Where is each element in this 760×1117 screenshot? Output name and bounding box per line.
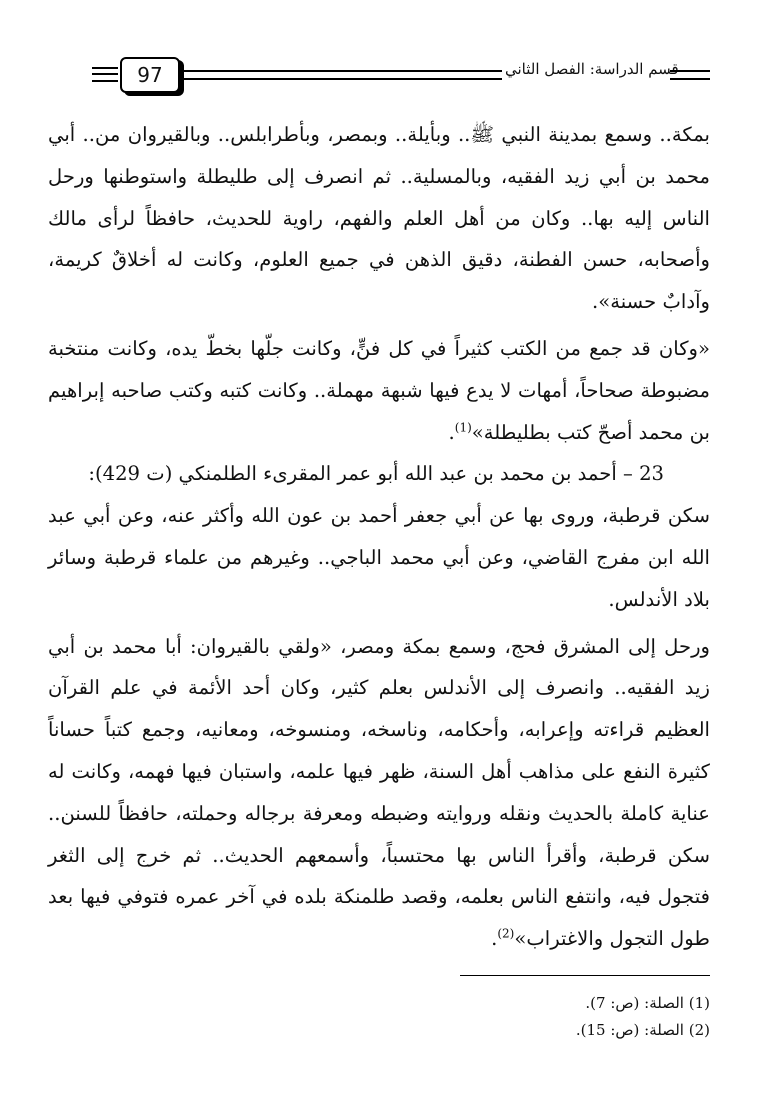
footnote-ref-1: (1)	[454, 420, 472, 435]
paragraph-1: بمكة.. وسمع بمدينة النبي ﷺ.. وبأيلة.. وبمصر، وبأطرابلس.. وبالقيروان من.. أبي محمد بن أبي زيد الفقيه، وبالمسلية.. ثم انصرف إلى طليطلة واستوطنها ورحل الناس إليه بها.. وكان من أهل العلم والفهم، راوية للحديث، حافظاً لرأى مالك وأصحابه، حسن الفطنة، دقيق الذهن في جميع العلوم، وكانت له أخلاقٌ كريمة، وآدابٌ حسنة».	[48, 123, 710, 314]
paragraph-2-text: «وكان قد جمع من الكتب كثيراً في كل فنٍّ، وكانت جلّها بخطّ يده، وكانت منتخبة مضبوطة صحاحاً، أمهات لا يدع فيها شبهة مهملة.. وكانت كتبه وكتب صاحبه إبراهيم بن محمد أصحّ كتب بطليطلة»	[48, 336, 710, 444]
footnote-2: (2) الصلة: (ص: 15).	[575, 1021, 710, 1039]
main-text	[48, 114, 710, 960]
paragraph-4: ورحل إلى المشرق فحج، وسمع بمكة ومصر، «ولقي بالقيروان: أبا محمد بن أبي زيد الفقيه.. وانصرف إلى الأندلس بعلم كثير، وكان أحد الأئمة في علم القرآن العظيم قراءته وإعرابه، وأحكامه، وناسخه، ومنسوخه، ومعانيه، وجمع كتباً حساناً كثيرة النفع على مذاهب أهل السنة، ظهر فيها علمه، واستبان فيها فهمه، وكانت له عناية كاملة بالحديث ونقله وروايته وضبطه ومعرفة برجاله وحملته، حافظاً للسنن.. سكن قرطبة، وأقرأ الناس بها محتسباً، وأسمعهم الحديث.. ثم خرج إلى الثغر فتجول فيه، وانتفع الناس بعلمه، وقصد طلمنكة بلده في آخر عمره فتوفي فيها بعد طول التجول والاغتراب»$^{(2)}$.	[48, 634, 710, 951]
paragraph-3: سكن قرطبة، وروى بها عن أبي جعفر أحمد بن عون الله وأكثر عنه، وعن أبي عبد الله ابن مفرج القاضي، وعن أبي محمد الباجي.. وغيرهم من علماء قرطبة وسائر بلاد الأندلس.	[48, 504, 710, 611]
header-rule-middle	[180, 70, 502, 80]
header-rule-right	[670, 70, 710, 80]
header-rule-left	[92, 67, 118, 82]
paragraph-4-text: ورحل إلى المشرق فحج، وسمع بمكة ومصر، «ولقي بالقيروان: أبا محمد بن أبي زيد الفقيه.. وانصرف إلى الأندلس بعلم كثير، وكان أحد الأئمة في علم القرآن العظيم قراءته وإعرابه، وأحكامه، وناسخه، ومنسوخه، ومعانيه، وجمع كتباً حساناً كثيرة النفع على مذاهب أهل السنة، ظهر فيها علمه، واستبان فيها فهمه، وكانت له عناية كاملة بالحديث ونقله وروايته وضبطه ومعرفة برجاله وحملته، حافظاً للسنن.. سكن قرطبة، وأقرأ الناس بها محتسباً، وأسمعهم الحديث.. ثم خرج إلى الثغر فتجول فيه، وانتفع الناس بعلمه، وقصد طلمنكة بلده في آخر عمره فتوفي فيها بعد طول التجول والاغتراب»	[48, 634, 710, 951]
footnotes	[48, 990, 710, 1044]
footnote-1: (1) الصلة: (ص: 7).	[585, 994, 710, 1012]
paragraph-2: «وكان قد جمع من الكتب كثيراً في كل فنٍّ، وكانت جلّها بخطّ يده، وكانت منتخبة مضبوطة صحاحاً، أمهات لا يدع فيها شبهة مهملة.. وكانت كتبه وكتب صاحبه إبراهيم بن محمد أصحّ كتب بطليطلة»$^{(1)}$.	[48, 336, 710, 444]
running-title: قسم الدراسة: الفصل الثاني	[505, 60, 679, 78]
footnote-separator	[460, 975, 710, 976]
running-header	[0, 40, 760, 100]
entry-heading: 23 – أحمد بن محمد بن عبد الله أبو عمر المقرىء الطلمنكي (ت 429):	[88, 462, 664, 486]
page-number: 97	[120, 57, 180, 93]
footnote-ref-2: (2)	[497, 926, 515, 941]
